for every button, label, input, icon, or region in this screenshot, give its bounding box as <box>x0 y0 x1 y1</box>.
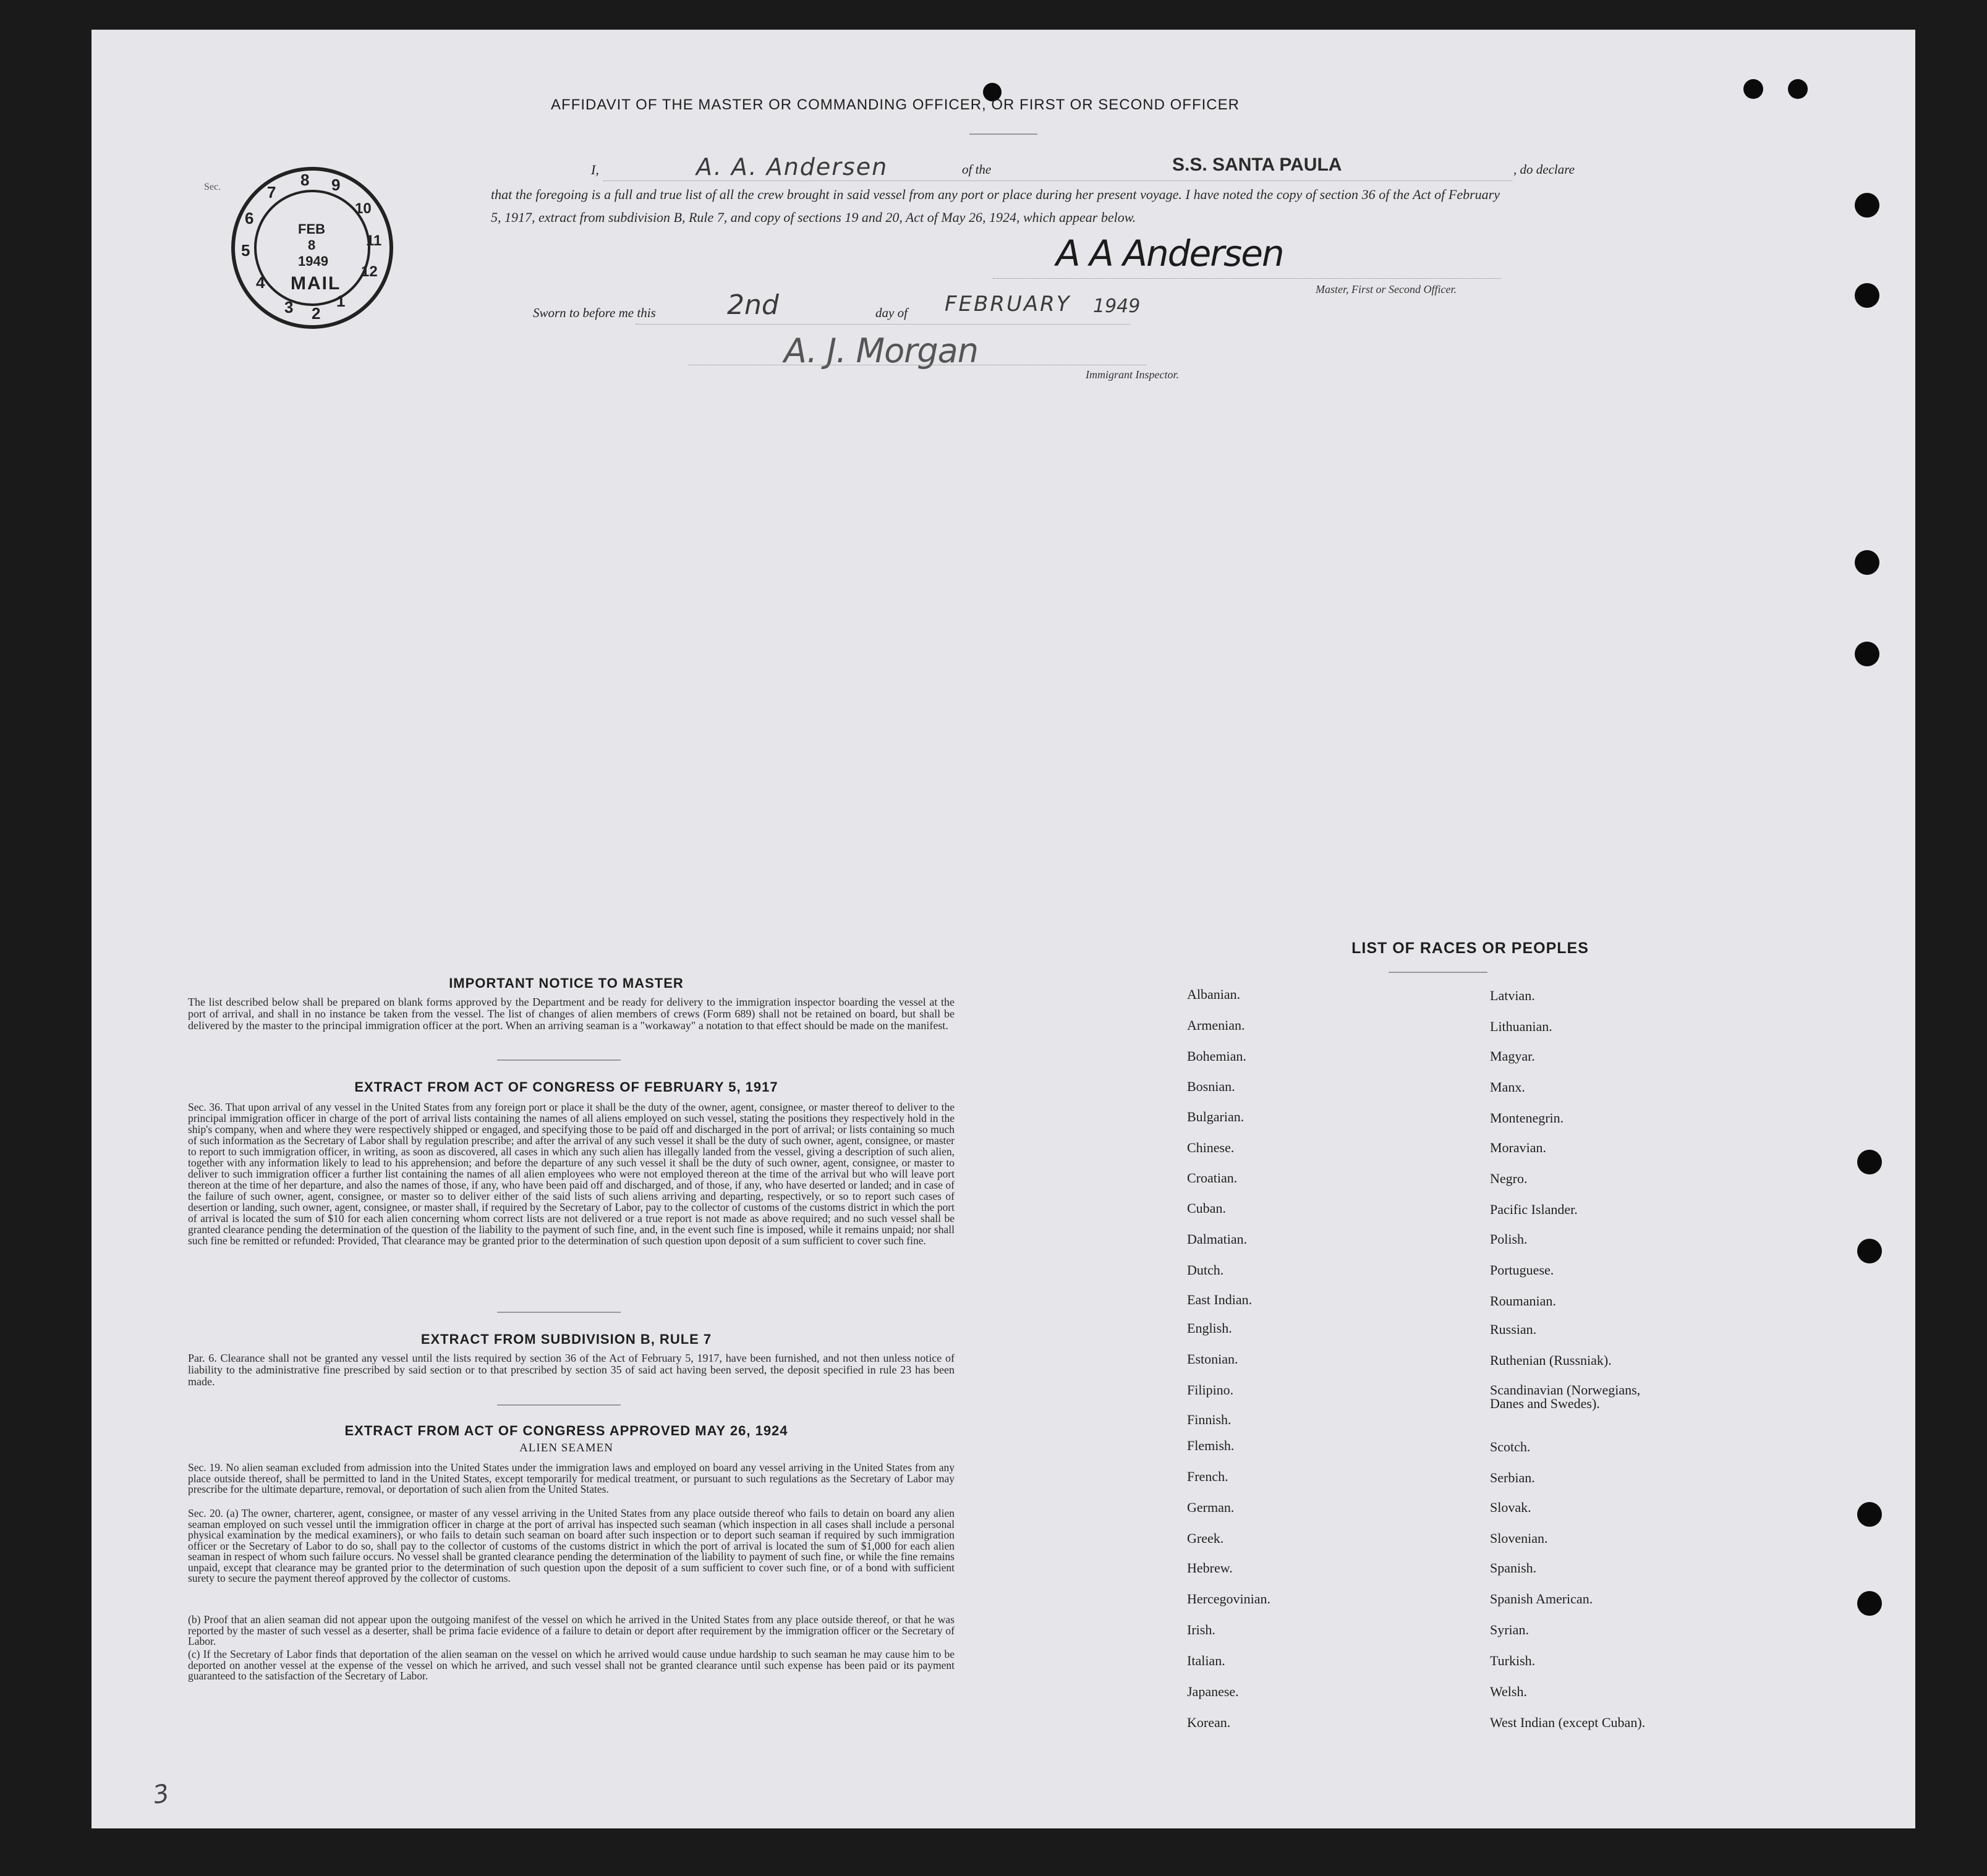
race-item: Spanish. <box>1490 1560 1537 1576</box>
race-item: Dutch. <box>1187 1262 1224 1278</box>
notice-divider <box>497 1059 621 1061</box>
race-item: Moravian. <box>1490 1140 1547 1155</box>
extract-1924-sec19: Sec. 19. No alien seaman excluded from admission into the United States under the immigration laws and employed on board any vessel arriving in the United States from any place outside thereof, shall be permitted to land in the United States, except temporarily for medical treatment, or pursuant to such regulations as the Secretary of Labor may prescribe for the ultimate departure, removal, or deportation of such alien from the United States. <box>188 1461 955 1495</box>
punch-hole-icon <box>1855 550 1879 575</box>
extract-1917-title: EXTRACT FROM ACT OF CONGRESS OF FEBRUARY 5, 1917 <box>354 1079 778 1095</box>
punch-hole-icon <box>1857 1502 1882 1527</box>
race-item: Dalmatian. <box>1187 1231 1248 1247</box>
race-item: Latvian. <box>1490 988 1535 1003</box>
race-item: Serbian. <box>1490 1470 1535 1485</box>
extract-1924-title: EXTRACT FROM ACT OF CONGRESS APPROVED MAY 26, 1924 <box>344 1423 788 1438</box>
stamp-month: FEB <box>298 221 325 237</box>
rule7-divider <box>497 1404 621 1406</box>
document-sheet <box>91 30 1915 1828</box>
affidavit-title: AFFIDAVIT OF THE MASTER OR COMMANDING OFFICER, OR FIRST OR SECOND OFFICER <box>551 96 1240 113</box>
stamp-number-8: 8 <box>300 171 310 189</box>
extract-1924-sec20a: Sec. 20. (a) The owner, charterer, agent, consignee, or master of any vessel arriving in the United States from any place outside thereof who fails to detain on board any alien seaman employed on such vessel until the immigration officer in charge at the port of arrival has inspected such seaman (which inspection in all cases shall include a personal physical examination by the medical examiners), or who fails to detain such seaman on board after such inspection or to deport such seaman if required by such immigration officer or the Secretary of Labor to do so, shall pay to the collector of customs of the customs district in which the port of arrival is located the sum of $1,000 for each alien seaman in respect of whom such failure occurs. No vessel shall be granted clearance pending the determination of the liability to payment of such fine, or while the fine remains unpaid, except that clearance may be granted prior to the determination of such question upon the deposit of a sum sufficient to cover such fine, or of a bond with sufficient surety to secure the payment thereof approved by the collector of customs. <box>188 1507 955 1584</box>
sworn-label: Sworn to before me this <box>533 305 656 320</box>
extract-1924-sec20b: (b) Proof that an alien seaman did not appear upon the outgoing manifest of the vessel on which he arrived in the United States from any place outside thereof, or that he was reported by the master of such vessel as a deserter, shall be prima facie evidence of a failure to detain or deport after requirement by the immigration officer or the Secretary of Labor. <box>188 1613 955 1647</box>
race-item: East Indian. <box>1187 1292 1253 1307</box>
race-item: Slovenian. <box>1490 1530 1548 1546</box>
stamp-number-7: 7 <box>267 183 276 202</box>
stamp-number-5: 5 <box>241 241 250 260</box>
stamp-number-4: 4 <box>256 273 265 292</box>
race-item: Pacific Islander. <box>1490 1202 1578 1217</box>
race-item: Albanian. <box>1187 987 1241 1002</box>
stamp-number-11: 11 <box>366 232 382 249</box>
race-item: French. <box>1187 1469 1228 1484</box>
race-item: Estonian. <box>1187 1351 1238 1367</box>
punch-hole-icon <box>1857 1150 1882 1174</box>
race-item: Negro. <box>1490 1171 1528 1186</box>
race-item: Irish. <box>1187 1622 1215 1637</box>
race-item: Syrian. <box>1490 1622 1529 1637</box>
race-item: Lithuanian. <box>1490 1019 1552 1034</box>
notice-body: The list described below shall be prepared on blank forms approved by the Department and be ready for delivery to the immigration inspector boarding the vessel at the port of arrival, and shall in no instance be taken from the vessel. The list of changes of alien members of crews (Form 689) shall not be retained on board, but shall be delivered by the master to the principal immigration officer at the port. When an arriving seaman is a "workaway" a notation to that effect should be made on the manifest. <box>188 996 955 1032</box>
stamp-number-12: 12 <box>361 263 378 280</box>
race-item: English. <box>1187 1320 1232 1336</box>
sworn-underline <box>636 324 1130 325</box>
day-of-label: day of <box>875 305 908 320</box>
do-declare-label: , do declare <box>1513 162 1575 177</box>
title-divider <box>969 134 1037 135</box>
sworn-year: 1949 <box>1093 295 1141 317</box>
punch-hole-icon <box>1857 1239 1882 1263</box>
race-item: Montenegrin. <box>1490 1110 1564 1126</box>
race-item: Spanish American. <box>1490 1591 1593 1606</box>
sworn-day: 2nd <box>727 289 779 321</box>
race-item: Japanese. <box>1187 1684 1239 1699</box>
race-item: Croatian. <box>1187 1170 1238 1186</box>
race-item: Turkish. <box>1490 1653 1536 1668</box>
race-item: Russian. <box>1490 1322 1537 1337</box>
stamp-mail-word: MAIL <box>291 273 341 294</box>
race-item: German. <box>1187 1500 1235 1515</box>
punch-hole-icon <box>1788 79 1808 99</box>
of-the-label: of the <box>962 162 992 177</box>
extract-1924-subtitle: ALIEN SEAMEN <box>519 1441 613 1454</box>
master-name-handwritten: A. A. Andersen <box>696 153 888 180</box>
punch-hole-icon <box>1857 1591 1882 1616</box>
margin-note: 3 <box>151 1779 172 1810</box>
punch-hole-icon <box>1855 193 1879 218</box>
race-item: Manx. <box>1490 1079 1525 1095</box>
punch-hole-icon <box>1855 642 1879 666</box>
race-item: Italian. <box>1187 1653 1225 1668</box>
race-item: Finnish. <box>1187 1412 1232 1427</box>
race-item: Hercegovinian. <box>1187 1591 1270 1606</box>
extract-1917-divider <box>497 1312 621 1313</box>
stamp-year: 1949 <box>298 253 328 269</box>
declarant-line <box>492 153 1593 183</box>
stamp-day: 8 <box>308 237 316 253</box>
stamp-number-10: 10 <box>355 200 372 217</box>
races-divider <box>1389 972 1487 973</box>
stamp-number-2: 2 <box>312 304 321 323</box>
vessel-name: S.S. SANTA PAULA <box>1172 155 1342 175</box>
race-item: Cuban. <box>1187 1200 1226 1216</box>
race-item: Bohemian. <box>1187 1048 1246 1064</box>
race-item: Hebrew. <box>1187 1560 1233 1576</box>
race-item: Filipino. <box>1187 1382 1234 1398</box>
race-item: Welsh. <box>1490 1684 1527 1699</box>
race-item: Magyar. <box>1490 1048 1535 1064</box>
punch-hole-icon <box>1855 283 1879 308</box>
race-item: Scandinavian (Norwegians, Danes and Swedes). <box>1490 1382 1641 1411</box>
race-item: Chinese. <box>1187 1140 1235 1155</box>
race-item: Flemish. <box>1187 1438 1235 1453</box>
race-item: Korean. <box>1187 1715 1231 1730</box>
race-item: Armenian. <box>1187 1017 1245 1033</box>
race-item: Polish. <box>1490 1231 1528 1247</box>
punch-hole-icon <box>1743 79 1763 99</box>
race-item: Slovak. <box>1490 1500 1531 1515</box>
declarant-underline <box>603 180 1512 181</box>
rule7-body: Par. 6. Clearance shall not be granted any vessel until the lists required by section 36 of the Act of February 5, 1917, have been furnished, and not then unless notice of liability to the administrative fine prescribed by said section or to that prescribed by section 35 of said act having been served, the deposit specified in rule 23 has been made. <box>188 1352 955 1388</box>
extract-1917-body: Sec. 36. That upon arrival of any vessel in the United States from any foreign port or place it shall be the duty of the owner, agent, consignee, or master thereof to deliver to the principal immigration officer in charge of the port of arrival lists containing the names of all aliens employed on such vessel, stating the positions they respectively hold in the ship's company, when and where they were respectively shipped or engaged, and specifying those to be paid off and discharged in the port of arrival; or lists containing so much of such information as the Secretary of Labor shall by regulation prescribe; and after the arrival of any such vessel it shall be the duty of such owner, agent, consignee, or master to report to such immigration officer, in writing, as soon as discovered, all cases in which any such alien has illegally landed from the vessel, giving a description of such alien, together with any information likely to lead to his apprehension; and before the departure of any such vessel it shall be the duty of such owner, agent, consignee, or master to deliver to such immigration officer a further list containing the names of all alien employees who were not employed thereon at the time of the arrival but who will leave port thereon at the time of her departure, and also the names of those, if any, who have been paid off and discharged, and of those, if any, who have deserted or landed; and in case of the failure of such owner, agent, consignee, or master so to deliver either of the said lists of such aliens arriving and departing, respectively, or so to report such cases of desertion or landing, such owner, agent, consignee, or master shall, if required by the Secretary of Labor, pay to the collector of customs of the customs district in which the port of arrival is located the sum of $10 for each alien concerning whom correct lists are not delivered or a true report is not made as above required; and no such vessel shall be granted clearance pending the determination of the question of the liability to the payment of such fine, and, in the event such fine is imposed, while it remains unpaid; nor shall such fine be remitted or refunded: Provided, That clearance may be granted prior to the determination of such question upon deposit of a sum sufficient to cover such fine. <box>188 1101 955 1247</box>
sworn-month: FEBRUARY <box>945 292 1071 316</box>
master-signature: A A Andersen <box>1056 232 1283 274</box>
i-label: I, <box>591 162 599 177</box>
stamp-number-6: 6 <box>245 209 254 227</box>
race-item: Roumanian. <box>1490 1293 1556 1309</box>
section-mark: Sec. <box>204 182 221 192</box>
race-item: Portuguese. <box>1490 1262 1554 1278</box>
race-item: Bulgarian. <box>1187 1109 1245 1124</box>
affidavit-body: that the foregoing is a full and true list of all the crew brought in said vessel from any port or place during her present voyage. I have noted the copy of section 36 of the Act of February 5, 1917, extract from subdivision B, Rule 7, and copy of sections 19 and 20, Act of May 26, 1924, which appear below. <box>491 187 1500 225</box>
race-item: Scotch. <box>1490 1439 1531 1454</box>
rule7-title: EXTRACT FROM SUBDIVISION B, RULE 7 <box>420 1331 712 1347</box>
race-item: Ruthenian (Russniak). <box>1490 1352 1612 1368</box>
inspector-caption: Immigrant Inspector. <box>1086 368 1179 381</box>
stamp-number-3: 3 <box>284 298 294 316</box>
races-title: LIST OF RACES OR PEOPLES <box>1351 940 1589 957</box>
inspector-signature: A. J. Morgan <box>784 331 978 370</box>
stamp-number-1: 1 <box>336 292 346 310</box>
extract-1924-sec20c: (c) If the Secretary of Labor finds that deportation of the alien seaman on the vessel on which he arrived would cause undue hardship to such seaman he may cause him to be deported on another vessel at the expense of the vessel on which he arrived, and such vessel shall not be granted clearance until such expense has been paid or its payment guaranteed to the satisfaction of the Secretary of Labor. <box>188 1648 955 1682</box>
master-signature-line <box>993 278 1501 279</box>
race-item: Bosnian. <box>1187 1079 1235 1094</box>
notice-title: IMPORTANT NOTICE TO MASTER <box>449 975 684 991</box>
mail-postmark-stamp <box>229 164 396 331</box>
master-caption: Master, First or Second Officer. <box>1316 283 1457 295</box>
race-item: Greek. <box>1187 1530 1224 1546</box>
race-item: West Indian (except Cuban). <box>1490 1715 1646 1730</box>
stamp-number-9: 9 <box>331 176 341 194</box>
